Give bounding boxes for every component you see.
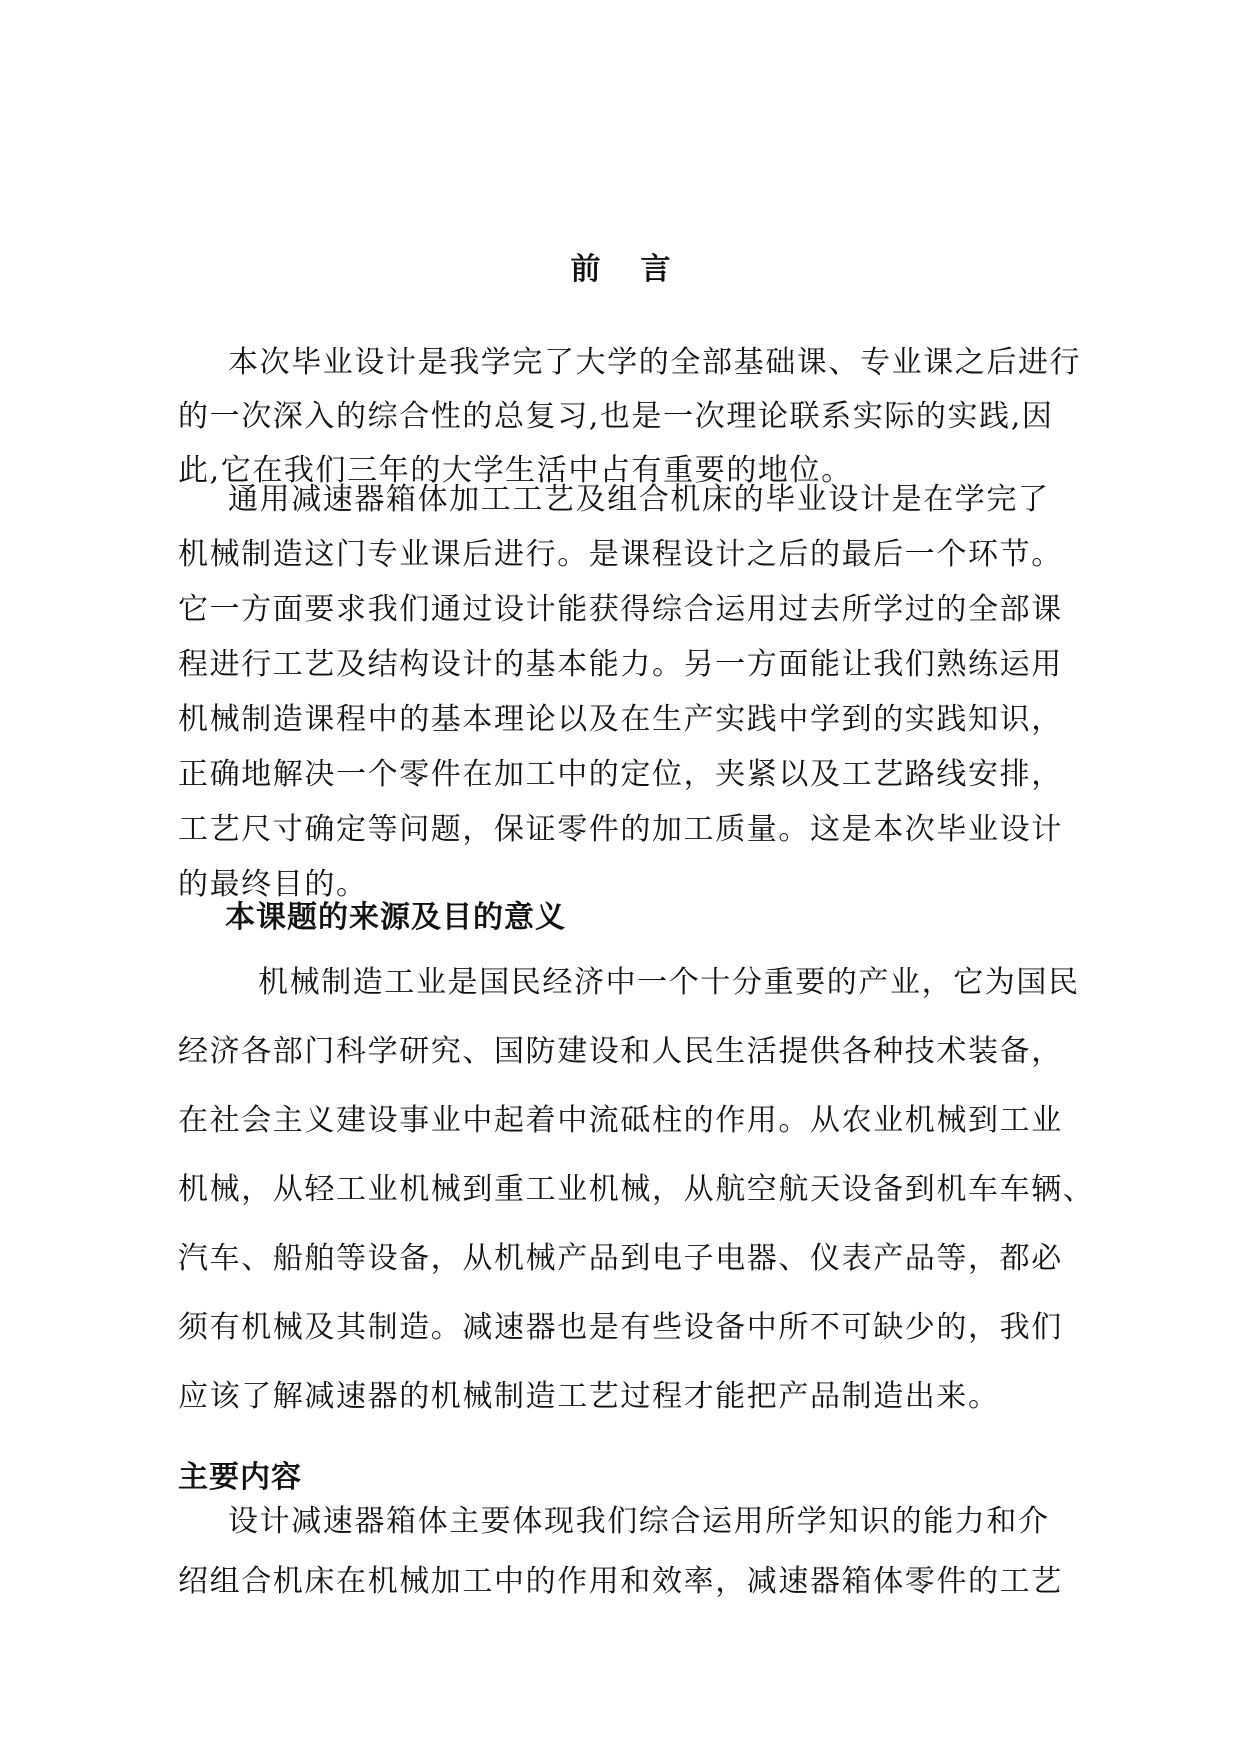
text-line: 此,它在我们三年的大学生活中占有重要的地位。 xyxy=(178,453,853,488)
text-line: 绍组合机床在机械加工中的作用和效率，减速器箱体零件的工艺 xyxy=(178,1564,1063,1599)
text-line: 汽车、船舶等设备，从机械产品到电子电器、仪表产品等，都必 xyxy=(178,1241,1063,1276)
text-line: 机械制造工业是国民经济中一个十分重要的产业，它为国民 xyxy=(258,965,1080,1000)
text-line: 须有机械及其制造。减速器也是有些设备中所不可缺少的，我们 xyxy=(178,1310,1063,1345)
text-line: 本次毕业设计是我学完了大学的全部基础课、专业课之后进行 xyxy=(228,345,1082,380)
text-line: 正确地解决一个零件在加工中的定位，夹紧以及工艺路线安排， xyxy=(178,757,1063,792)
text-line: 在社会主义建设事业中起着中流砥柱的作用。从农业机械到工业 xyxy=(178,1103,1063,1138)
text-line: 工艺尺寸确定等问题，保证零件的加工质量。这是本次毕业设计 xyxy=(178,812,1063,847)
text-line: 的一次深入的综合性的总复习,也是一次理论联系实际的实践,因 xyxy=(178,399,1054,434)
main-content-paragraph xyxy=(178,1492,1113,1612)
page-title: 前言 xyxy=(570,252,711,287)
source-paragraph xyxy=(178,948,1113,1431)
text-line: 程进行工艺及结构设计的基本能力。另一方面能让我们熟练运用 xyxy=(178,647,1063,682)
text-line: 的最终目的。 xyxy=(178,867,368,902)
section-heading-main-content: 主要内容 xyxy=(178,1460,302,1495)
text-line: 它一方面要求我们通过设计能获得综合运用过去所学过的全部课 xyxy=(178,592,1063,627)
text-line: 机械制造课程中的基本理论以及在生产实践中学到的实践知识， xyxy=(178,702,1063,737)
text-line: 应该了解减速器的机械制造工艺过程才能把产品制造出来。 xyxy=(178,1379,1000,1414)
text-line: 机械，从轻工业机械到重工业机械，从航空航天设备到机车车辆、 xyxy=(178,1172,1095,1207)
section-heading-source: 本课题的来源及目的意义 xyxy=(225,900,566,935)
preface-paragraph-2 xyxy=(178,472,1113,912)
text-line: 机械制造这门专业课后进行。是课程设计之后的最后一个环节。 xyxy=(178,537,1063,572)
text-line: 经济各部门科学研究、国防建设和人民生活提供各种技术装备， xyxy=(178,1034,1063,1069)
text-line: 通用减速器箱体加工工艺及组合机床的毕业设计是在学完了 xyxy=(228,482,1050,517)
text-line: 设计减速器箱体主要体现我们综合运用所学知识的能力和介 xyxy=(228,1504,1050,1539)
